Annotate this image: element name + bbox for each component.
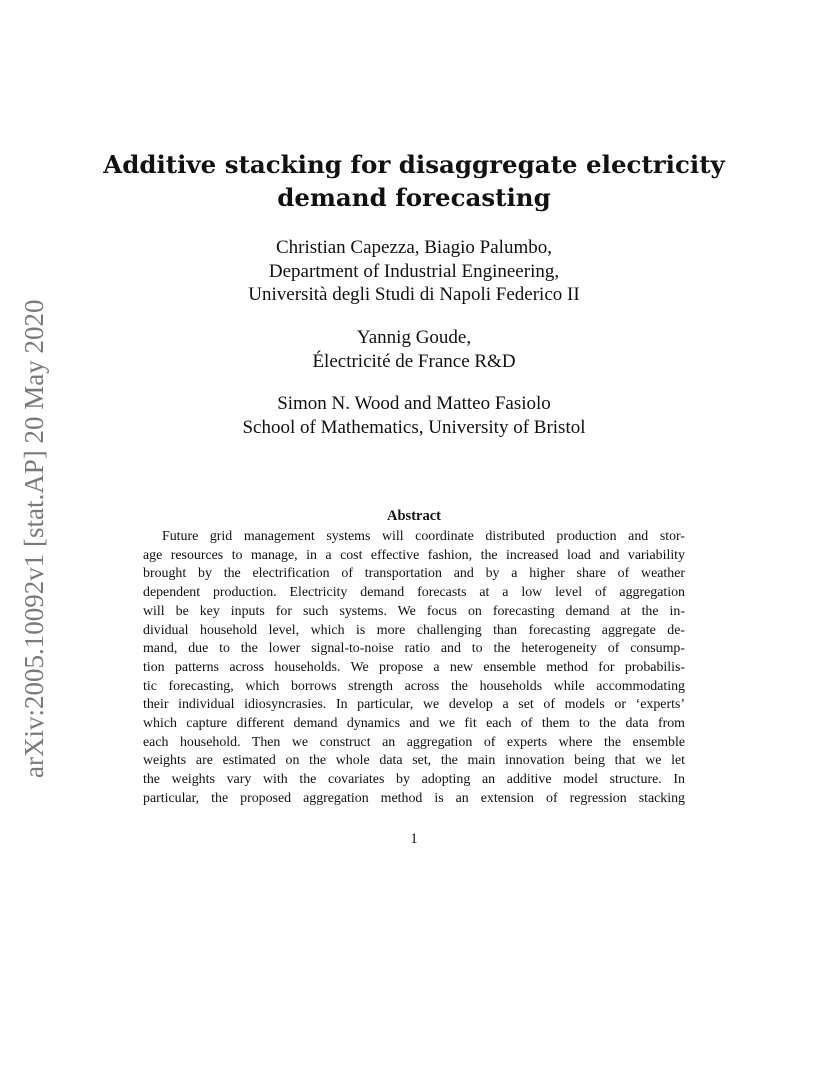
abstract-line: dependent production. Electricity demand forecasts at a low level of aggregation [143,585,685,601]
author-block-1 [60,236,768,307]
abstract-body [143,528,685,809]
author-affiliation: Università degli Studi di Napoli Federico II [248,284,580,305]
paper-title-line-2: demand forecasting [277,183,551,212]
abstract-line: particular, the proposed aggregation method is an extension of regression stacking [143,790,685,806]
abstract-line: tion patterns across households. We propose a new ensemble method for probabilis- [143,659,685,675]
author-names: Simon N. Wood and Matteo Fasiolo [277,393,551,414]
abstract-line: each household. Then we construct an aggregation of experts where the ensemble [143,734,685,750]
author-affiliation: School of Mathematics, University of Bristol [242,416,586,438]
abstract-line: mand, due to the lower signal-to-noise ratio and to the heterogeneity of consump- [143,641,685,657]
abstract-line: the weights vary with the covariates by adopting an additive model structure. In [143,772,685,788]
author-names: Christian Capezza, Biagio Palumbo, [276,237,552,258]
author-names: Yannig Goude, [356,327,472,348]
paper-title-line-1: Additive stacking for disaggregate electricity [103,150,725,179]
abstract-line: weights are estimated on the whole data set, the main innovation being that we let [143,753,685,769]
abstract-line: dividual household level, which is more challenging than forecasting aggregate de- [143,622,685,638]
paper-title [60,148,768,214]
arxiv-identifier-stamp: arXiv:2005.10092v1 [stat.AP] 20 May 2020 [19,299,49,778]
abstract-line: brought by the electrification of transportation and by a higher share of weather [143,566,685,582]
author-affiliation: Électricité de France R&D [312,350,516,372]
abstract-line: tic forecasting, which borrows strength across the households while accommodating [143,678,685,694]
author-block-2 [60,326,768,373]
abstract-line: which capture different demand dynamics and we fit each of them to the data from [143,716,685,732]
abstract-line: age resources to manage, in a cost effective fashion, the increased load and variability [143,547,685,563]
author-block-3 [60,392,768,439]
abstract-line: will be key inputs for such systems. We focus on forecasting demand at the in- [143,603,685,619]
author-department: Department of Industrial Engineering, [268,260,560,282]
abstract-line: their individual idiosyncrasies. In particular, we develop a set of models or ‘experts’ [143,697,685,713]
page-number: 1 [410,831,418,847]
abstract-heading: Abstract [387,508,441,524]
abstract-line: Future grid management systems will coordinate distributed production and stor- [162,529,685,544]
